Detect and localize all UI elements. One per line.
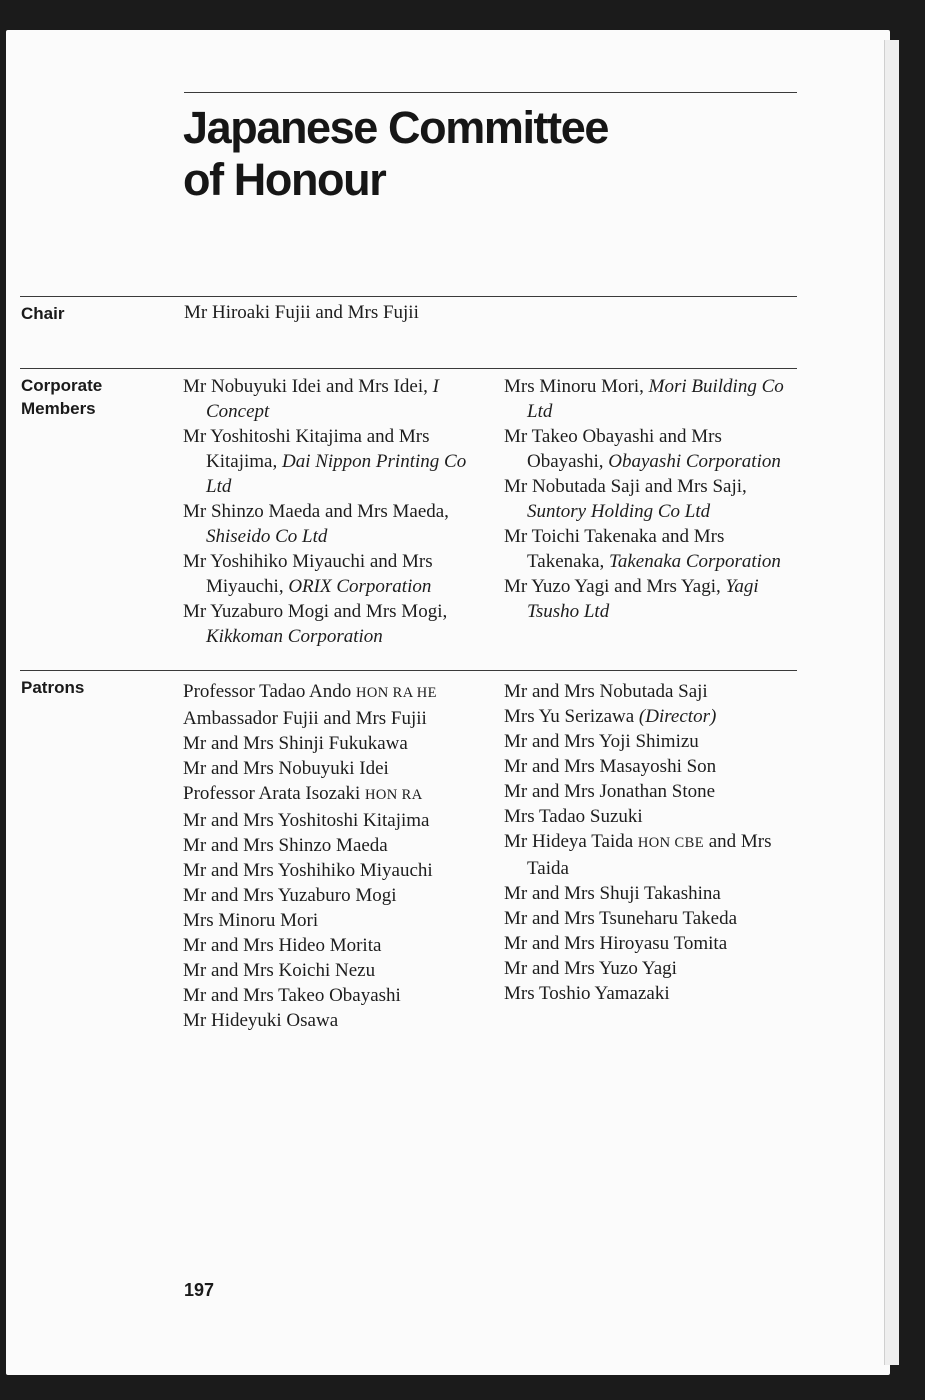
page-edge	[884, 40, 899, 1365]
corporate-member	[504, 474, 794, 524]
member-name: Mr Yoshitoshi Kitajima and Mrs Kitajima,	[183, 426, 430, 472]
member-company: ORIX Corporation	[288, 576, 432, 597]
corporate-rule	[20, 368, 797, 369]
patron: Mrs Toshio Yamazaki	[504, 983, 670, 1004]
corporate-member	[183, 499, 478, 549]
patron: Mr and Mrs Yuzaburo Mogi	[183, 885, 397, 906]
patron-name: Professor Tadao Ando	[183, 681, 352, 702]
member-company: Obayashi Corporation	[608, 451, 781, 472]
patron: Mr and Mrs Nobuyuki Idei	[183, 758, 389, 779]
member-name: Mr Yoshihiko Miyauchi and Mrs Miyauchi,	[183, 551, 433, 597]
corporate-left-column	[183, 374, 478, 649]
page-number: 197	[184, 1280, 215, 1300]
patrons-left-column	[183, 679, 483, 1033]
corporate-member	[183, 374, 478, 424]
chair-rule	[20, 296, 797, 297]
corporate-member	[504, 424, 794, 474]
patron: Mr and Mrs Yuzo Yagi	[504, 958, 677, 979]
member-company: Takenaka Corporation	[609, 551, 781, 572]
member-company: Dai Nippon Printing Co Ltd	[206, 451, 467, 497]
patron: Mr and Mrs Yoshitoshi Kitajima	[183, 810, 430, 831]
patron: Mr and Mrs Shinji Fukukawa	[183, 733, 408, 754]
corporate-label-line-2: Members	[21, 399, 96, 418]
member-company: Mori Building Co Ltd	[527, 376, 784, 422]
patron: Mr and Mrs Yoji Shimizu	[504, 731, 699, 752]
member-name: Mr Yuzaburo Mogi and Mrs Mogi,	[183, 601, 448, 622]
patrons-right-column	[504, 679, 794, 1006]
patron: Mr and Mrs Shinzo Maeda	[183, 835, 388, 856]
top-rule	[184, 92, 797, 93]
patron	[504, 829, 794, 881]
patron: Mr and Mrs Hideo Morita	[183, 935, 382, 956]
chair-label: Chair	[21, 304, 65, 323]
honour-postnominal: HON RA HE	[356, 685, 437, 701]
member-company: Kikkoman Corporation	[206, 626, 383, 647]
patron: Mr and Mrs Masayoshi Son	[504, 756, 717, 777]
patron: Mr and Mrs Yoshihiko Miyauchi	[183, 860, 433, 881]
corporate-member	[183, 424, 478, 499]
honour-postnominal: HON CBE	[637, 835, 704, 851]
patron	[183, 679, 483, 706]
patron: Mr and Mrs Koichi Nezu	[183, 960, 376, 981]
corporate-right-column	[504, 374, 794, 624]
corporate-member	[183, 599, 478, 649]
member-name: Mr Toichi Takenaka and Mrs Takenaka,	[504, 526, 725, 572]
patron: Mrs Minoru Mori	[183, 910, 319, 931]
patron: Mrs Tadao Suzuki	[504, 806, 643, 827]
patron: Mr Hideyuki Osawa	[183, 1010, 339, 1031]
patron	[183, 781, 483, 808]
member-name: Mr Shinzo Maeda and Mrs Maeda,	[183, 501, 449, 522]
patron: Ambassador Fujii and Mrs Fujii	[183, 708, 427, 729]
patrons-rule	[20, 670, 797, 671]
patron-name: Mr Hideya Taida	[504, 831, 634, 852]
patron-name: Mrs Yu Serizawa	[504, 706, 635, 727]
patron: Mr and Mrs Tsuneharu Takeda	[504, 908, 738, 929]
member-company: Shiseido Co Ltd	[206, 526, 328, 547]
patron: Mr and Mrs Takeo Obayashi	[183, 985, 401, 1006]
corporate-label-line-1: Corporate	[21, 376, 103, 395]
title-line-2: of Honour	[183, 154, 386, 205]
member-company: Suntory Holding Co Ltd	[527, 501, 711, 522]
corporate-member	[504, 524, 794, 574]
corporate-label	[21, 374, 171, 420]
title-line-1: Japanese Committee	[183, 102, 608, 153]
member-name: Mr Takeo Obayashi and Mrs Obayashi,	[504, 426, 722, 472]
page-title	[183, 102, 783, 206]
member-name: Mr Nobuyuki Idei and Mrs Idei,	[183, 376, 428, 397]
honour-postnominal: HON RA	[365, 787, 423, 803]
patron-name-tail: and Mrs Taida	[527, 831, 772, 879]
member-name: Mr Yuzo Yagi and Mrs Yagi,	[504, 576, 721, 597]
patrons-label: Patrons	[21, 678, 85, 697]
member-company: I Concept	[206, 376, 439, 422]
patron: Mr and Mrs Jonathan Stone	[504, 781, 716, 802]
patron: Mr and Mrs Nobutada Saji	[504, 681, 708, 702]
patron: Mr and Mrs Shuji Takashina	[504, 883, 721, 904]
corporate-member	[504, 374, 794, 424]
corporate-member	[183, 549, 478, 599]
member-name: Mr Nobutada Saji and Mrs Saji,	[504, 476, 747, 497]
corporate-member	[504, 574, 794, 624]
chair-text: Mr Hiroaki Fujii and Mrs Fujii	[184, 302, 419, 323]
patron-name: Professor Arata Isozaki	[183, 783, 361, 804]
patron: Mr and Mrs Hiroyasu Tomita	[504, 933, 728, 954]
member-company: Yagi Tsusho Ltd	[527, 576, 759, 622]
patron	[504, 704, 794, 729]
patron-note: (Director)	[638, 706, 717, 727]
member-name: Mrs Minoru Mori,	[504, 376, 644, 397]
